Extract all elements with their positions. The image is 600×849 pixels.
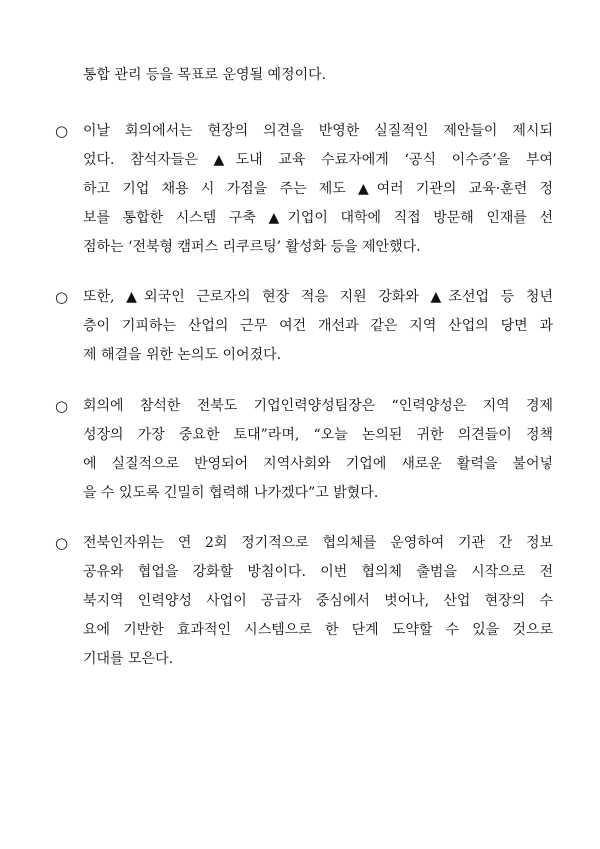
paragraph-line: 층이 기피하는 산업의 근무 여건 개선과 같은 지역 산업의 당면 과 [83,318,553,334]
paragraph-line: 성장의 가장 중요한 토대”라며, “오늘 논의된 귀한 의견들이 정책 [83,427,553,443]
paragraph-line: 하고 기업 채용 시 가점을 주는 제도 ▲여러 기관의 교육·훈련 정 [83,181,553,197]
paragraph-line: 보를 통합한 시스템 구축 ▲기업이 대학에 직접 방문해 인재를 선 [83,210,553,226]
circle-bullet-icon: ○ [55,534,69,552]
paragraph-continuation [55,61,555,90]
paragraph-meeting-suggestions [55,117,555,262]
paragraph-line: 공유와 협업을 강화할 방침이다. 이번 협의체 출범을 시작으로 전 [83,564,553,580]
circle-bullet-icon: ○ [55,288,69,306]
paragraph-line: 전북인자위는 연 2회 정기적으로 협의체를 운영하여 기관 간 정보 [83,535,553,551]
paragraph-line: 에 실질적으로 반영되어 지역사회와 기업에 새로운 활력을 불어넣 [83,456,553,472]
paragraph-additional-discussion [55,283,555,370]
paragraph-line: 요에 기반한 효과적인 시스템으로 한 단계 도약할 수 있을 것으로 [83,622,553,638]
paragraph-line: 을 수 있도록 긴밀히 협력해 나가겠다”고 밝혔다. [83,485,379,501]
paragraph-team-leader-quote [55,392,555,508]
paragraph-line: 점하는 ‘전북형 캠퍼스 리쿠르팅’ 활성화 등을 제안했다. [83,239,421,255]
paragraph-line: 회의에 참석한 전북도 기업인력양성팀장은 “인력양성은 지역 경제 [83,398,553,414]
paragraph-line: 이날 회의에서는 현장의 의견을 반영한 실질적인 제안들이 제시되 [83,123,553,139]
paragraph-future-plans [55,529,555,674]
paragraph-line: 또한, ▲외국인 근로자의 현장 적응 지원 강화와 ▲조선업 등 청년 [83,289,553,305]
paragraph-line: 기대를 모은다. [83,651,174,667]
paragraph-line: 북지역 인력양성 사업이 공급자 중심에서 벗어나, 산업 현장의 수 [83,593,553,609]
paragraph-line: 제 해결을 위한 논의도 이어졌다. [83,347,282,363]
paragraph-line: 었다. 참석자들은 ▲도내 교육 수료자에게 ‘공식 이수증’을 부여 [83,152,553,168]
circle-bullet-icon: ○ [55,397,69,415]
paragraph-line: 통합 관리 등을 목표로 운영될 예정이다. [83,67,327,83]
circle-bullet-icon: ○ [55,122,69,140]
